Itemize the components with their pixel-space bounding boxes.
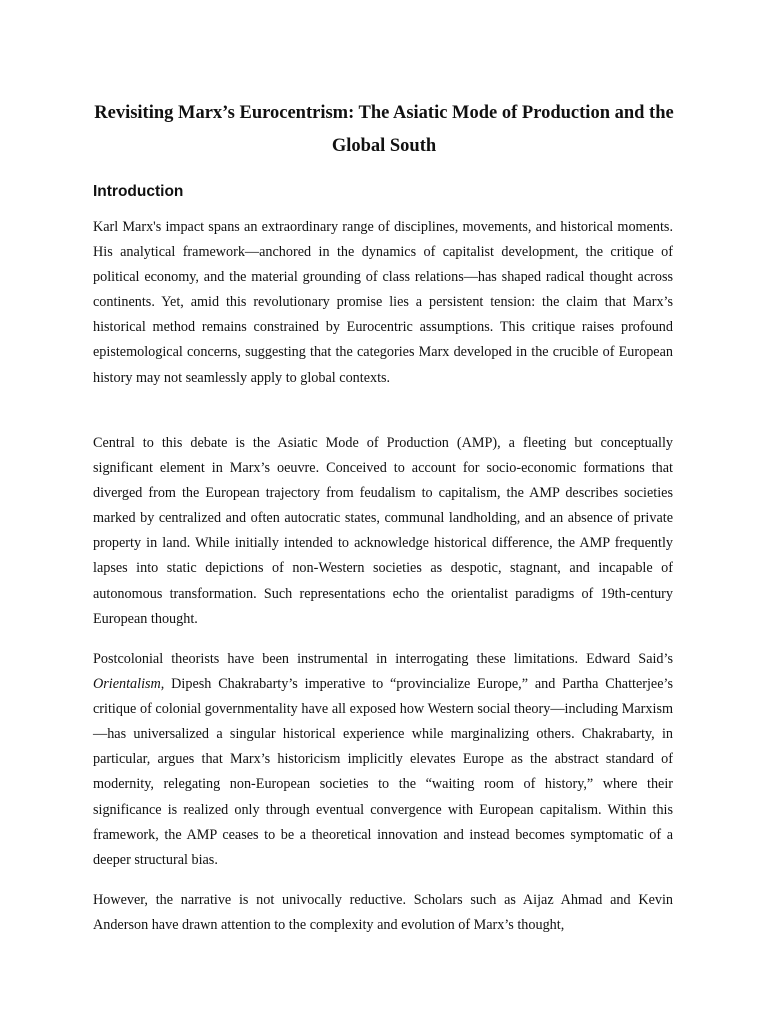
paragraph-2: Central to this debate is the Asiatic Mode of Production (AMP), a fleeting but conceptually significant element in Marx’s oeuvre. Conceived to account for socio-economic formations that diverged from the European trajectory from feudalism to capitalism, the AMP describes societies marked by centralized and often autocratic states, communal landholding, and an absence of private property in land. While initially intended to acknowledge historical difference, the AMP frequently lapses into static depictions of non-Western societies as despotic, stagnant, and incapable of autonomous transformation. Such representations echo the orientalist paradigms of 19th-century European thought. — [93, 435, 673, 627]
paragraph-3-text-start: Postcolonial theorists have been instrumental in interrogating these limitations. Edward Said’s — [93, 651, 673, 667]
paragraph-3-text-end: , Dipesh Chakrabarty’s imperative to “provincialize Europe,” and Partha Chatterjee’s critique of colonial governmentality have all exposed how Western social theory—including Marxism—has universalized a singular historical experience while marginalizing others. Chakrabarty, in particular, argues that Marx’s historicism implicitly elevates Europe as the abstract standard of modernity, relegating non-European societies to the “waiting room of history,” where their significance is realized only through eventual convergence with European capitalism. Within this framework, the AMP ceases to be a theoretical innovation and instead becomes symptomatic of a deeper structural bias. — [93, 676, 673, 868]
book-title-orientalism: Orientalism — [93, 676, 161, 693]
section-heading-introduction: Introduction — [93, 183, 184, 200]
document-title: Revisiting Marx’s Eurocentrism: The Asiatic Mode of Production and the Global South — [94, 103, 674, 156]
paragraph-4: However, the narrative is not univocally reductive. Scholars such as Aijaz Ahmad and Kevin Anderson have drawn attention to the complexity and evolution of Marx’s thought, — [93, 892, 673, 934]
paragraph-1: Karl Marx's impact spans an extraordinary range of disciplines, movements, and historical moments. His analytical framework—anchored in the dynamics of capitalist development, the critique of political economy, and the material grounding of class relations—has shaped radical thought across continents. Yet, amid this revolutionary promise lies a persistent tension: the claim that Marx’s historical method remains constrained by Eurocentric assumptions. This critique raises profound epistemological concerns, suggesting that the categories Marx developed in the crucible of European history may not seamlessly apply to global contexts. — [93, 219, 673, 386]
paragraph-3 — [93, 647, 673, 873]
